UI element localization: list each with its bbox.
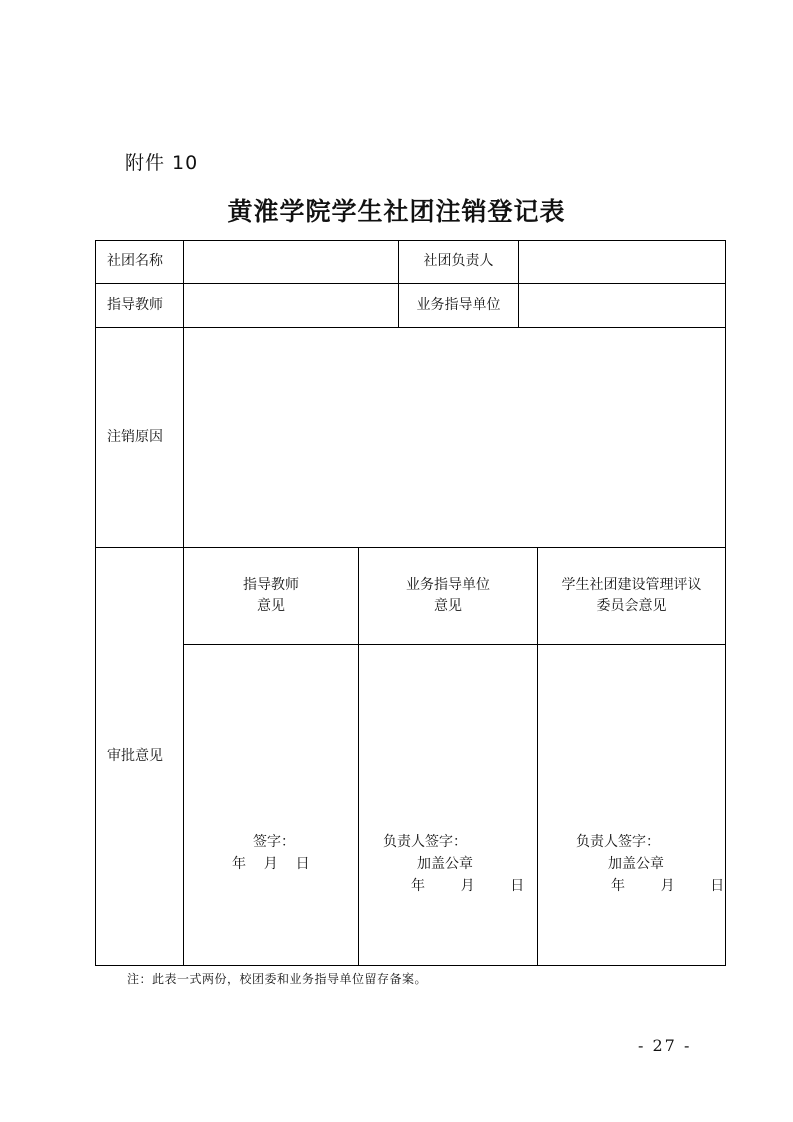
- unit-signature-label: 负责人签字：: [383, 834, 467, 850]
- committee-opinion-field[interactable]: [538, 645, 725, 965]
- advisor-label: 指导教师: [107, 297, 163, 313]
- committee-signature-date: 年 月 日: [611, 878, 725, 894]
- approval-label: 审批意见: [107, 748, 163, 764]
- advisor-opinion-header: [184, 548, 358, 644]
- opinion-header-line: 业务指导单位: [406, 577, 490, 593]
- attachment-label: 附件 10: [125, 152, 199, 174]
- reason-field[interactable]: [184, 328, 725, 547]
- club-leader-field[interactable]: [519, 241, 725, 283]
- opinion-header-line: 委员会意见: [596, 598, 667, 614]
- advisor-field[interactable]: [184, 284, 398, 327]
- opinion-header-line: 意见: [257, 598, 285, 614]
- border-bottom: [95, 965, 726, 966]
- guiding-unit-label: 业务指导单位: [416, 297, 501, 313]
- opinion-header-line: 学生社团建设管理评议: [561, 577, 702, 593]
- form-title: 黄淮学院学生社团注销登记表: [227, 197, 566, 226]
- club-name-field[interactable]: [184, 241, 398, 283]
- unit-opinion-field[interactable]: [359, 645, 537, 965]
- registration-form: [95, 240, 725, 966]
- guiding-unit-field[interactable]: [519, 284, 725, 327]
- committee-opinion-header: [538, 548, 725, 644]
- unit-seal-label: 加盖公章: [417, 856, 473, 872]
- footnote: 注：此表一式两份，校团委和业务指导单位留存备案。: [127, 972, 428, 986]
- club-leader-label: 社团负责人: [423, 253, 494, 269]
- advisor-signature-label: 签字：: [253, 834, 295, 850]
- page-number: - 27 -: [638, 1036, 692, 1055]
- committee-signature-label: 负责人签字：: [576, 834, 660, 850]
- club-name-label: 社团名称: [107, 253, 163, 269]
- border-right: [725, 240, 726, 966]
- reason-label: 注销原因: [107, 429, 163, 445]
- advisor-signature-date: 年 月 日: [232, 856, 310, 872]
- advisor-opinion-field[interactable]: [184, 645, 358, 965]
- unit-signature-date: 年 月 日: [411, 878, 525, 894]
- opinion-header-line: 指导教师: [243, 577, 299, 593]
- unit-opinion-header: [359, 548, 537, 644]
- committee-seal-label: 加盖公章: [608, 856, 664, 872]
- opinion-header-line: 意见: [434, 598, 462, 614]
